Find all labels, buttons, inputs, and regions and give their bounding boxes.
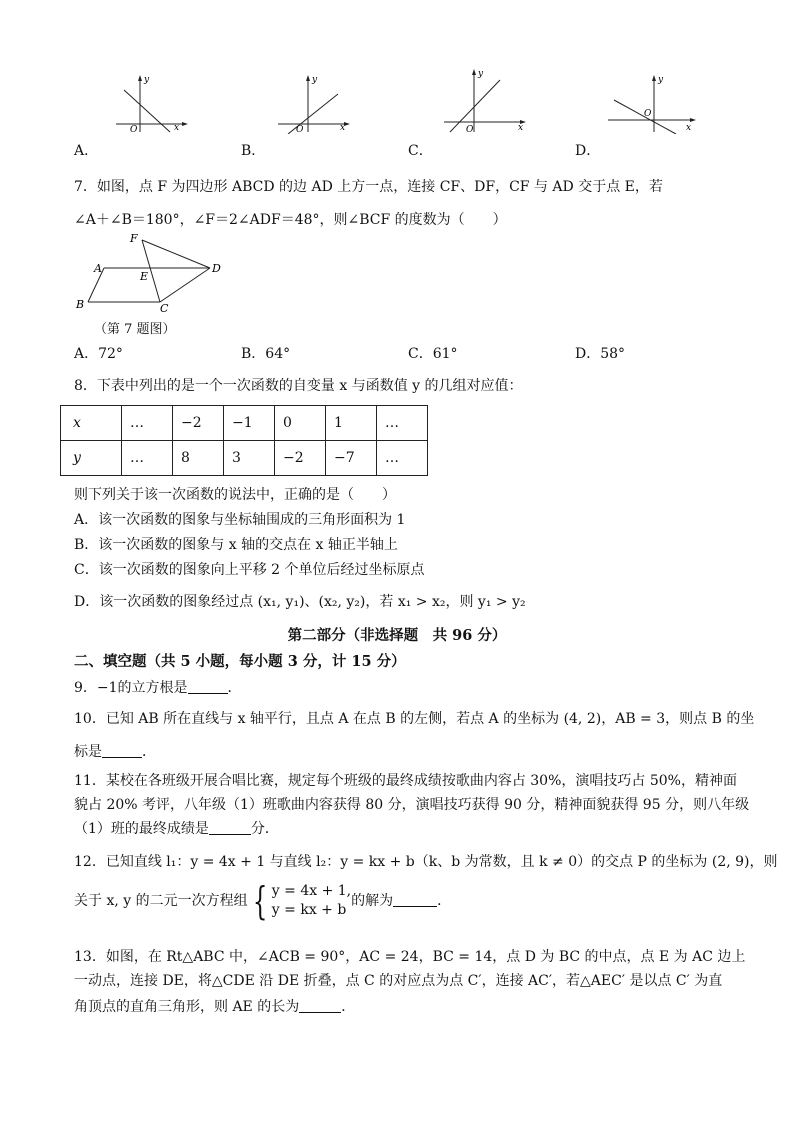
axis-y: y [658,75,664,85]
q7-number: 7． [74,179,97,195]
q12-end: ． [437,893,452,909]
q10-text: 标是 [74,744,102,760]
table-cell: … [377,441,428,476]
q8-option-a[interactable]: A．该一次函数的图象与坐标轴围成的三角形面积为 1 [74,512,406,528]
q6-graph-c [440,66,530,138]
equation-2: y = kx + b [271,902,347,918]
q7-option-a[interactable]: A．72° [74,346,123,362]
q8-value-table [60,405,428,476]
q7-option-d[interactable]: D．58° [575,346,626,362]
q6-option-c[interactable]: C． [408,143,433,159]
table-cell: 0 [275,406,326,441]
q11-end: 分． [250,821,279,837]
axis-x: x [340,123,346,133]
q13-end: ． [341,999,356,1015]
q8-option-c[interactable]: C．该一次函数的图象向上平移 2 个单位后经过坐标原点 [74,562,425,578]
q7-option-c[interactable]: C．61° [408,346,458,362]
table-cell: 3 [224,441,275,476]
table-cell: x [61,406,122,441]
label-F: F [130,232,138,245]
label-A: A [94,262,102,275]
q13-line2: 一动点，连接 DE，将△CDE 沿 DE 折叠，点 C 的对应点为点 C′，连接 AC′，若△AEC′ 是以点 C′ 为直 [74,973,723,989]
table-cell: −7 [326,441,377,476]
origin: O [644,109,652,119]
q13-text: 角顶点的直角三角形，则 AE 的长为 [74,999,300,1015]
label-D: D [212,262,221,275]
q10-line2 [74,741,156,761]
origin: O [296,125,304,134]
section-heading: 二、填空题（共 5 小题，每小题 3 分，计 15 分） [74,653,406,670]
q9-answer-blank[interactable] [188,679,228,694]
part2-title: 第二部分（非选择题 共 96 分） [287,627,507,644]
q7-option-b[interactable]: B．64° [241,346,291,362]
label-E: E [140,270,149,283]
table-cell: … [122,406,173,441]
equation-1: y = 4x + 1, [271,883,352,899]
axis-y: y [312,75,318,85]
axis-y: y [478,69,484,79]
q6-graph-d [604,72,700,138]
origin: O [130,125,138,134]
q6-graph-b [274,72,354,138]
q12-line1: 12．已知直线 l₁：y = 4x + 1 与直线 l₂：y = kx + b（k、b 为常数，且 k ≠ 0）的交点 P 的坐标为 (2, 9)，则 [74,854,778,870]
axis-x: x [686,123,692,133]
q9-end: ． [227,680,242,696]
table-cell: … [377,406,428,441]
axis-y: y [144,75,150,85]
table-cell: −2 [275,441,326,476]
q6-option-a[interactable]: A． [74,143,99,159]
label-C: C [160,302,169,314]
q11-answer-blank[interactable] [209,820,251,835]
label-B: B [76,298,85,311]
q7-line2: ∠A＋∠B＝180°，∠F＝2∠ADF＝48°，则∠BCF 的度数为（ ） [74,212,507,228]
table-cell: … [122,441,173,476]
q7-line1 [74,176,663,196]
q7-figure [72,232,222,318]
origin: O [466,125,474,134]
q11-line3 [74,818,279,838]
table-cell: 1 [326,406,377,441]
table-row [61,406,428,441]
q12-answer-blank[interactable] [393,892,437,907]
q13-line3 [74,996,355,1016]
equation-system [272,882,351,920]
table-cell: y [61,441,122,476]
q12-line2 [74,879,452,923]
q6-option-b[interactable]: B． [241,143,266,159]
q9-text: 9．−1的立方根是 [74,680,188,696]
q8-option-b[interactable]: B．该一次函数的图象与 x 轴的交点在 x 轴正半轴上 [74,537,398,553]
q8-stem: 8．下表中列出的是一个一次函数的自变量 x 与函数值 y 的几组对应值： [74,378,523,394]
q10-answer-blank[interactable] [102,743,142,758]
q12-text-after: 的解为 [351,893,394,909]
table-cell: −1 [224,406,275,441]
brace-icon: { [252,879,267,923]
table-cell: 8 [173,441,224,476]
q13-answer-blank[interactable] [299,998,341,1013]
q7-figure-caption: （第 7 题图） [94,322,176,337]
q6-option-d[interactable]: D． [575,143,601,159]
q10-end: ． [142,744,156,760]
q11-line2: 貌占 20% 考评，八年级（1）班歌曲内容获得 80 分，演唱技巧获得 90 分，精神面貌获得 95 分，则八年级 [74,797,750,813]
q8-question: 则下列关于该一次函数的说法中，正确的是（ ） [74,487,396,503]
axis-x: x [174,123,180,133]
q6-graph-a [112,72,192,138]
table-row [61,441,428,476]
q13-line1: 13．如图，在 Rt△ABC 中，∠ACB = 90°，AC = 24，BC = 14，点 D 为 BC 的中点，点 E 为 AC 边上 [74,949,746,965]
q12-text: 关于 x, y 的二元一次方程组 [74,893,248,909]
q10-line1: 10．已知 AB 所在直线与 x 轴平行，且点 A 在点 B 的左侧，若点 A 的坐标为 (4, 2)，AB = 3，则点 B 的坐 [74,711,755,727]
q7-stem-line1: 如图，点 F 为四边形 ABCD 的边 AD 上方一点，连接 CF、DF，CF 与 AD 交于点 E，若 [96,179,663,195]
q11-line1: 11．某校在各班级开展合唱比赛，规定每个班级的最终成绩按歌曲内容占 30%，演唱技巧占 50%，精神面 [74,773,737,789]
q8-option-d[interactable]: D．该一次函数的图象经过点 (x₁, y₁)、(x₂, y₂)，若 x₁ > x₂，则 y₁ > y₂ [74,594,526,610]
axis-x: x [518,123,524,133]
q9 [74,677,242,697]
table-cell: −2 [173,406,224,441]
q11-text: （1）班的最终成绩是 [74,821,209,837]
